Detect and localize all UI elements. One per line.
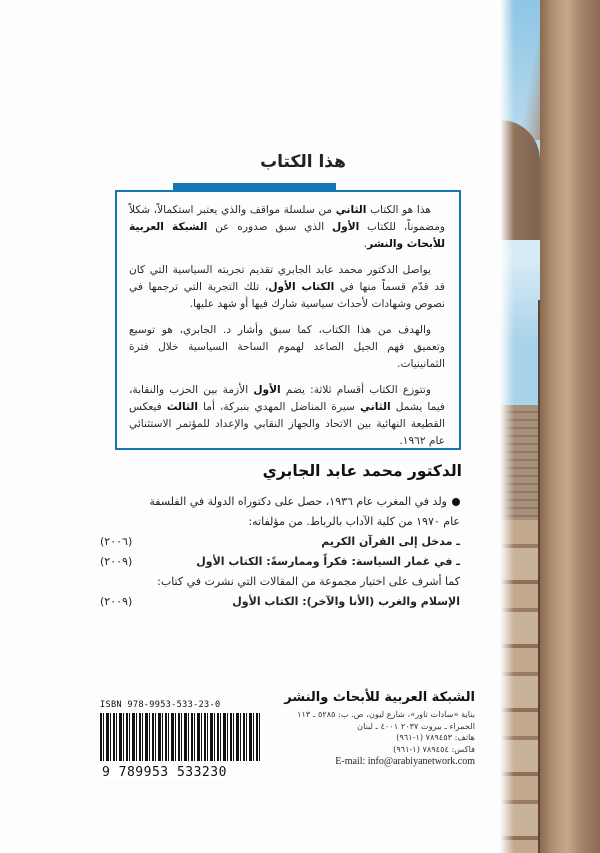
about-paragraph-4: وتتوزع الكتاب أقسام ثلاثة: يضم الأول الأزمة بين الحزب والنقابة، فيما يشمل الثاني سيرة المناضل المهدي بنبركة، أما الثالث فيعكس القطيعة النهائية بين الاتحاد والجهاز النقابي والإعداد للمؤتمر الاستثنائي عام ١٩٦٢. — [129, 384, 445, 447]
barcode — [100, 713, 262, 761]
cover-photo-stone-arch — [500, 0, 600, 853]
section-heading: هذا الكتاب — [260, 152, 346, 172]
about-paragraph-3: والهدف من هذا الكتاب، كما سبق وأشار د. الجابري، هو توسيع وتعميق فهم الجيل الصاعد لهموم الساحة السياسية خلال فترة الثمانينيات. — [129, 324, 445, 370]
about-book-box — [115, 190, 461, 450]
bio-line: عام ١٩٧٠ من كلية الآداب بالرباط. من مؤلفاته: — [248, 515, 460, 528]
about-paragraph-2: يواصل الدكتور محمد عابد الجابري تقديم تجربته السياسية التي كان قد قدّم قسماً منها في الكتاب الأول، تلك التجربة التي ترجمها في نصوص وشهادات لأحداث سياسية شارك فيها أو شهد عليها. — [129, 264, 445, 310]
author-bio — [100, 492, 460, 612]
photo-fade — [500, 0, 514, 853]
work-item: ـ مدخل إلى القرآن الكريم (٢٠٠٦) — [100, 535, 460, 548]
bullet-icon — [452, 498, 460, 506]
bio-line: ولد في المغرب عام ١٩٣٦، حصل على دكتوراه الدولة في الفلسفة — [100, 492, 460, 512]
about-paragraph-1: هذا هو الكتاب الثاني من سلسلة مواقف والذي يعتبر استكمالاً، شكلاً ومضموناً، للكتاب الأول الذي سبق صدوره عن الشبكة العربية للأبحاث والنشر. — [129, 204, 445, 250]
barcode-digits: 9 789953 533230 — [102, 765, 227, 780]
publisher-address: بناية «سادات تاور»، شارع ليون، ص. ب: ٥٢٨٥ ـ ١١٣ — [297, 709, 475, 719]
photo-arch-pillar — [540, 0, 600, 853]
publisher-info — [270, 690, 475, 767]
isbn-block — [100, 700, 270, 780]
publisher-name: الشبكة العربية للأبحاث والنشر — [284, 690, 475, 705]
author-name: الدكتور محمد عابد الجابري — [262, 462, 462, 480]
isbn-label: ISBN 978-9953-533-23-0 — [100, 700, 221, 710]
work-item: الإسلام والغرب (الأنا والآخر): الكتاب الأول (٢٠٠٩) — [100, 595, 460, 608]
publisher-phone: هاتف: ٧٨٩٤٥٣ (١-٩٦١) — [396, 732, 475, 742]
publisher-address: الحمراء ـ بيروت ٢٠٣٧ ٤٠٠١ ـ لبنان — [357, 720, 475, 731]
bio-line: كما أشرف على اختيار مجموعة من المقالات التي نشرت في كتاب: — [157, 575, 460, 588]
work-item: ـ في غمار السياسة: فكراً وممارسةً: الكتاب الأول (٢٠٠٩) — [100, 555, 460, 568]
publisher-email: E-mail: info@arabiyanetwork.com — [335, 756, 475, 767]
publisher-fax: فاكس: ٧٨٩٤٥٤ (١-٩٦١) — [393, 743, 475, 754]
